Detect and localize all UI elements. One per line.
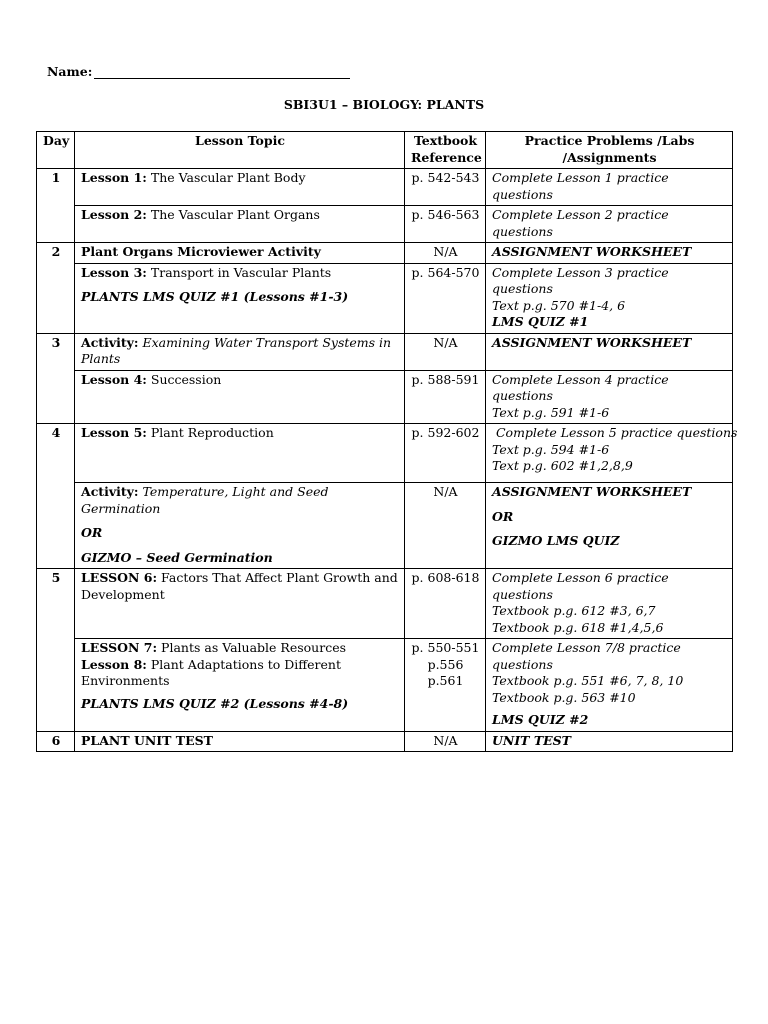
practice-cell: Complete Lesson 3 practice questions Text p.g. 570 #1-4, 6 LMS QUIZ #1: [486, 263, 733, 333]
topic-cell: Lesson 4: Succession: [75, 370, 405, 424]
day-cell: 6: [37, 731, 75, 752]
table-row: [37, 569, 733, 639]
reference-cell: p. 588-591: [405, 370, 486, 424]
practice-cell: UNIT TEST: [486, 731, 733, 752]
practice-cell: Complete Lesson 6 practice questions Textbook p.g. 612 #3, 6,7 Textbook p.g. 618 #1,4,5,6: [486, 569, 733, 639]
topic-cell: PLANT UNIT TEST: [75, 731, 405, 752]
table-row: [37, 639, 733, 732]
name-field: [47, 64, 350, 79]
table-row: [37, 169, 733, 206]
practice-cell: Complete Lesson 1 practice questions: [486, 169, 733, 206]
practice-cell: ASSIGNMENT WORKSHEET OR GIZMO LMS QUIZ: [486, 483, 733, 569]
practice-cell: ASSIGNMENT WORKSHEET: [486, 333, 733, 370]
table-row: [37, 333, 733, 370]
topic-cell: Activity: Temperature, Light and Seed Germination OR GIZMO – Seed Germination: [75, 483, 405, 569]
reference-cell: p. 546-563: [405, 206, 486, 243]
day-cell: 2: [37, 243, 75, 264]
document-title: SBI3U1 – BIOLOGY: PLANTS: [283, 97, 485, 112]
day-cell: 4: [37, 424, 75, 483]
practice-cell: Complete Lesson 2 practice questions: [486, 206, 733, 243]
topic-cell: Lesson 5: Plant Reproduction: [75, 424, 405, 483]
header-lesson-topic: Lesson Topic: [75, 132, 405, 169]
quiz-label: PLANTS LMS QUIZ #2 (Lessons #4-8): [81, 695, 349, 711]
header-day: Day: [37, 132, 75, 169]
practice-cell: Complete Lesson 4 practice questions Text p.g. 591 #1-6: [486, 370, 733, 424]
table-row: [37, 424, 733, 483]
reference-cell: p. 550-551 p.556 p.561: [405, 639, 486, 732]
table-row: [37, 243, 733, 264]
reference-cell: p. 608-618: [405, 569, 486, 639]
topic-cell: LESSON 6: Factors That Affect Plant Growth and Development: [75, 569, 405, 639]
reference-cell: p. 564-570: [405, 263, 486, 333]
topic-cell: Lesson 2: The Vascular Plant Organs: [75, 206, 405, 243]
practice-cell: Complete Lesson 5 practice questions Text p.g. 594 #1-6 Text p.g. 602 #1,2,8,9: [486, 424, 733, 483]
name-label: Name:: [47, 64, 93, 79]
day-cell: [37, 206, 75, 243]
table-row: [37, 731, 733, 752]
header-practice-problems: Practice Problems /Labs /Assignments: [486, 132, 733, 169]
day-cell: [37, 263, 75, 333]
lesson-schedule-table: [36, 131, 738, 752]
reference-cell: N/A: [405, 731, 486, 752]
reference-cell: p. 592-602: [405, 424, 486, 483]
table-header-row: [37, 132, 733, 169]
day-cell: 3: [37, 333, 75, 370]
name-blank-line: [94, 66, 350, 79]
practice-cell: ASSIGNMENT WORKSHEET: [486, 243, 733, 264]
topic-cell: LESSON 7: Plants as Valuable Resources Lesson 8: Plant Adaptations to Different Environments PLANTS LMS QUIZ #2 (Lessons #4-8): [75, 639, 405, 732]
reference-cell: N/A: [405, 243, 486, 264]
topic-cell: Activity: Examining Water Transport Systems in Plants: [75, 333, 405, 370]
day-cell: 1: [37, 169, 75, 206]
header-textbook-reference: Textbook Reference: [405, 132, 486, 169]
practice-cell: Complete Lesson 7/8 practice questions Textbook p.g. 551 #6, 7, 8, 10 Textbook p.g. 563 #10 LMS QUIZ #2: [486, 639, 733, 732]
table-row: [37, 263, 733, 333]
day-cell: [37, 639, 75, 732]
topic-cell: Plant Organs Microviewer Activity: [75, 243, 405, 264]
topic-cell: Lesson 1: The Vascular Plant Body: [75, 169, 405, 206]
reference-cell: N/A: [405, 483, 486, 569]
table-row: [37, 483, 733, 569]
topic-cell: Lesson 3: Transport in Vascular Plants PLANTS LMS QUIZ #1 (Lessons #1-3): [75, 263, 405, 333]
day-cell: [37, 370, 75, 424]
quiz-label: PLANTS LMS QUIZ #1 (Lessons #1-3): [81, 289, 349, 304]
table-row: [37, 206, 733, 243]
table-row: [37, 370, 733, 424]
reference-cell: p. 542-543: [405, 169, 486, 206]
reference-cell: N/A: [405, 333, 486, 370]
day-cell: [37, 483, 75, 569]
day-cell: 5: [37, 569, 75, 639]
